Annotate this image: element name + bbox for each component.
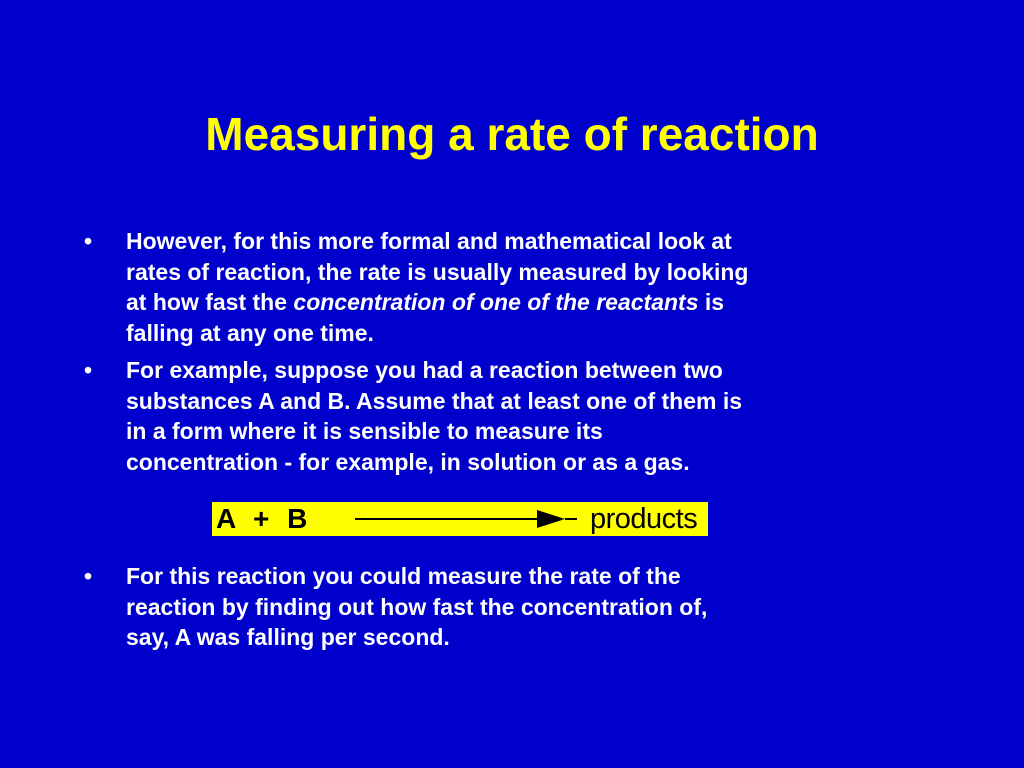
equation-products: products xyxy=(590,503,698,535)
bullet-line: However, for this more formal and mathematical look at xyxy=(126,228,732,254)
bullet-text-segment: is xyxy=(698,289,725,315)
bullet-line: rates of reaction, the rate is usually measured by looking xyxy=(126,258,749,285)
bullet-line: For example, suppose you had a reaction between two xyxy=(126,357,723,383)
bullet-line-mixed xyxy=(126,287,916,318)
bullet-marker: • xyxy=(84,563,93,589)
bullet-text-segment: at how fast the xyxy=(126,289,294,315)
bullet-marker: • xyxy=(84,357,93,383)
equation-reactants: A + B xyxy=(216,503,308,534)
bullet-line: in a form where it is sensible to measure its xyxy=(126,418,603,444)
bullet-text-3 xyxy=(126,561,916,653)
reaction-equation-image xyxy=(212,502,708,536)
right-arrow-icon xyxy=(355,506,583,532)
bullet-line: falling at any one time. xyxy=(126,319,374,346)
bullet-text-1 xyxy=(126,226,916,348)
slide-title: Measuring a rate of reaction xyxy=(205,108,819,160)
bullet-line: reaction by finding out how fast the concentration of, xyxy=(126,593,708,620)
bullet-line: say, A was falling per second. xyxy=(126,624,450,650)
bullet-line: substances A and B. Assume that at least one of them is xyxy=(126,387,743,414)
bullet-text-2 xyxy=(126,355,916,477)
emphasized-phrase: concentration of one of the reactants xyxy=(293,289,699,315)
bullet-marker: • xyxy=(84,228,93,254)
bullet-line: For this reaction you could measure the rate of the xyxy=(126,563,681,589)
bullet-line: concentration - for example, in solution or as a gas. xyxy=(126,448,690,475)
